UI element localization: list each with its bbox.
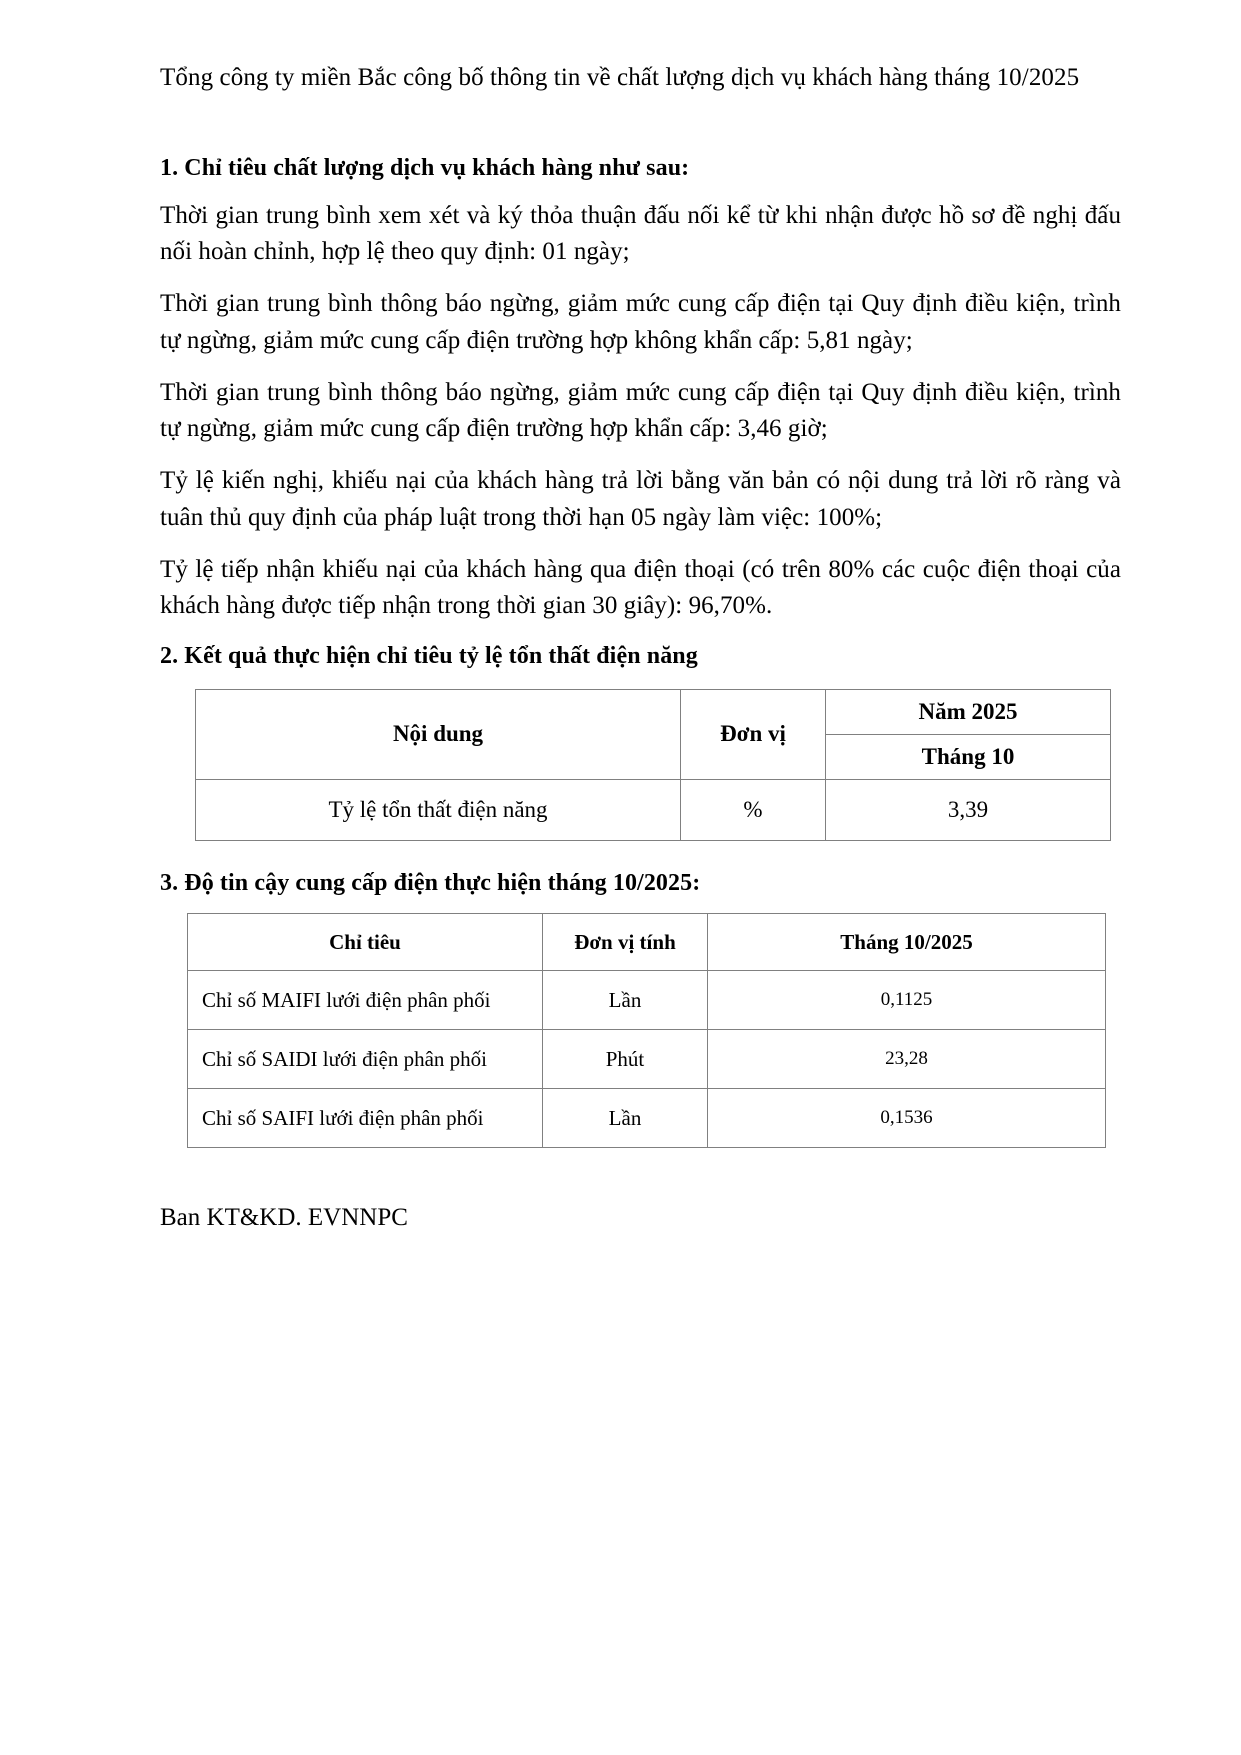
cell-value: 23,28 (708, 1030, 1106, 1089)
power-loss-table (195, 689, 1111, 841)
section-3-heading: 3. Độ tin cậy cung cấp điện thực hiện tháng 10/2025: (160, 869, 701, 896)
cell-content: Tỷ lệ tổn thất điện năng (196, 779, 681, 840)
section-1-spacer (160, 624, 1121, 640)
cell-value: 3,39 (826, 779, 1111, 840)
section-1-paragraph-5: Tỷ lệ tiếp nhận khiếu nại của khách hàng qua điện thoại (có trên 80% các cuộc điện thoại của khách hàng được tiếp nhận trong thời gian 30 giây): 96,70%. (160, 555, 1121, 620)
header-unit: Đơn vị (681, 689, 826, 779)
cell-unit: Lần (543, 1089, 708, 1148)
table-header-row (188, 914, 1106, 971)
page-title: Tổng công ty miền Bắc công bố thông tin về chất lượng dịch vụ khách hàng tháng 10/2025 (160, 64, 1080, 91)
table-row (188, 1089, 1106, 1148)
cell-unit: Lần (543, 971, 708, 1030)
section-1 (160, 152, 1121, 625)
header-unit: Đơn vị tính (543, 914, 708, 971)
cell-unit: % (681, 779, 826, 840)
reliability-table (187, 913, 1106, 1148)
table-header-row (196, 689, 1111, 734)
section-1-paragraph-3: Thời gian trung bình thông báo ngừng, giảm mức cung cấp điện tại Quy định điều kiện, trình tự ngừng, giảm mức cung cấp điện trường hợp khẩn cấp: 3,46 giờ; (160, 378, 1121, 443)
cell-value: 0,1536 (708, 1089, 1106, 1148)
document-footer: Ban KT&KD. EVNNPC (160, 1204, 408, 1232)
cell-value: 0,1125 (708, 971, 1106, 1030)
section-2-spacer (160, 841, 1121, 867)
section-1-paragraph-1: Thời gian trung bình xem xét và ký thỏa thuận đấu nối kể từ khi nhận được hồ sơ đề nghị đấu nối hoàn chỉnh, hợp lệ theo quy định: 01 ngày; (160, 201, 1121, 266)
cell-indicator: Chỉ số SAIDI lưới điện phân phối (188, 1030, 543, 1089)
header-content: Nội dung (196, 689, 681, 779)
cell-indicator: Chỉ số SAIFI lưới điện phân phối (188, 1089, 543, 1148)
section-1-paragraph-4: Tỷ lệ kiến nghị, khiếu nại của khách hàng trả lời bằng văn bản có nội dung trả lời rõ ràng và tuân thủ quy định của pháp luật trong thời hạn 05 ngày làm việc: 100%; (160, 467, 1121, 531)
header-month: Tháng 10/2025 (708, 914, 1106, 971)
section-2-heading: 2. Kết quả thực hiện chỉ tiêu tỷ lệ tổn thất điện năng (160, 643, 698, 670)
cell-indicator: Chỉ số MAIFI lưới điện phân phối (188, 971, 543, 1030)
section-1-paragraph-2: Thời gian trung bình thông báo ngừng, giảm mức cung cấp điện tại Quy định điều kiện, trình tự ngừng, giảm mức cung cấp điện trường hợp không khẩn cấp: 5,81 ngày; (160, 290, 1121, 354)
section-3 (160, 867, 1121, 1148)
reliability-table-head (188, 914, 1106, 971)
section-2 (160, 640, 1121, 840)
cell-unit: Phút (543, 1030, 708, 1089)
header-month: Tháng 10 (826, 734, 1111, 779)
power-loss-table-head (196, 689, 1111, 779)
power-loss-table-body (196, 779, 1111, 840)
table-row (188, 1030, 1106, 1089)
section-1-heading: 1. Chỉ tiêu chất lượng dịch vụ khách hàng như sau: (160, 154, 690, 181)
header-year: Năm 2025 (826, 689, 1111, 734)
reliability-table-body (188, 971, 1106, 1148)
header-indicator: Chỉ tiêu (188, 914, 543, 971)
title-spacer (160, 96, 1121, 152)
table-row (196, 779, 1111, 840)
table-row (188, 971, 1106, 1030)
